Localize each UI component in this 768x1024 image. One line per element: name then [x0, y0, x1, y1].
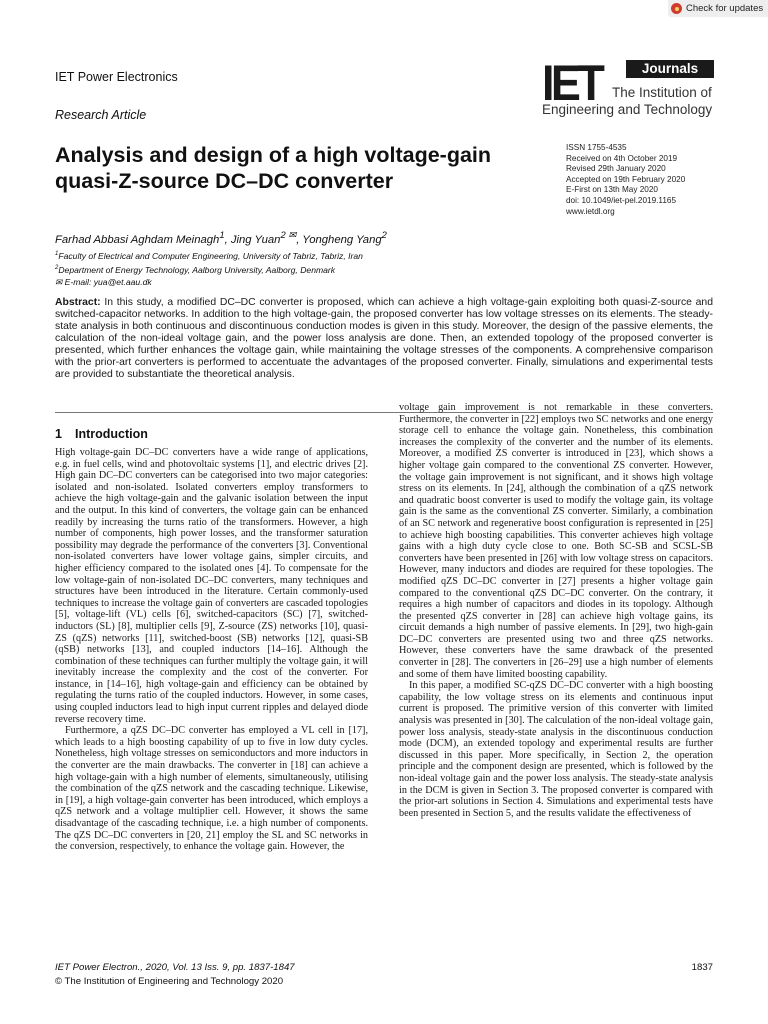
institution-line-1: The Institution of	[612, 85, 712, 100]
footer-copyright: © The Institution of Engineering and Technology 2020	[55, 976, 284, 987]
paragraph: Furthermore, a qZS DC–DC converter has employed a VL cell in [17], which leads to a high boosting capability of up to five in low duty cycles. Nonetheless, high voltage stresses on semiconductors and more inductors in the converter are the main drawbacks. The converter in [18] can achieve a high voltage-gain with a high number of elements, simultaneously, utilising the combination of the qZS network and the cascading technique. Likewise, in [19], a high voltage-gain converter has been introduced, which employs a qZS network and a voltage multiplier cell. However, it shows the same disadvantage of the cascading technique, i.e. a high number of components. The qZS DC–DC converters in [20, 21] employ the SL and SC networks in the conversion, respectively, to enhance the voltage gain. However, the	[55, 725, 368, 853]
check-for-updates-badge[interactable]	[668, 0, 768, 17]
doi-link[interactable]: doi: 10.1049/iet-pel.2019.1165	[566, 195, 677, 205]
abstract-text: In this study, a modified DC–DC converter is proposed, which can achieve a high voltage-gain exploiting both quasi-Z-source and switched-capacitor networks. In addition to the high voltage-gain, the proposed converter has low voltage stresses on its elements. The steady-state analysis in both continuous and discontinuous conduction modes is given in this study. Moreover, the design of the passive elements, the calculation of the non-ideal voltage gain, and the power loss analysis are done. Then, an extended topology of the proposed converter is presented, which further enhances the voltage gain, while maintaining the voltage stresses of the components. A comprehensive comparison with the prior-art converters is performed to accentuate the advantages of the proposed converter. Finally, simulations and experimental tests are provided to substantiate the theoretical analysis.	[55, 297, 713, 380]
envelope-icon: ✉	[55, 276, 63, 287]
author-list: Farhad Abbasi Aghdam Meinagh$^1$, Jing Yuan$^{2 ✉}$, Yongheng Yang$^2$	[55, 229, 387, 246]
affiliation-1	[55, 248, 363, 262]
contact-email[interactable]	[55, 276, 363, 288]
footer-citation	[55, 962, 295, 973]
author-affil-mark: 1	[219, 229, 225, 240]
author-affil-mark: 2	[381, 229, 387, 240]
paragraph: High voltage-gain DC–DC converters have a wide range of applications, e.g. in fuel cells, wind and photovoltaic systems [1], and electric drives [2]. High gain DC–DC converters can be categorised into two major categories: isolated and non-isolated. Isolated converters employ transformers to achieve the high voltage-gain and the galvanic isolation between the input and the output. In this kind of converters, the voltage gain can be enhanced readily by increasing the turns ratio of the transformers. However, a high number of components, high power losses, and the transformer saturation possibility may degrade the performance of the converters [3]. Conventional non-isolated converters have lower voltage gains, simpler circuits, and higher efficiency compared to the isolated ones [4]. To compensate for the low voltage-gain of non-isolated DC–DC converters, many techniques and structures have been introduced in the literature. Certain commonly-used techniques to increase the voltage gain of converters are cascaded topologies [5], voltage-lift (VL) cells [6], switched-capacitors (SC) [7], switched-inductors (SL) [8], multiplier cells [9], Z-source (ZS) networks [10], quasi-ZS (qZS) networks [11], switched-boost (SB) networks [12], quasi-SB (qSB) networks [13], and coupled inductors [14–16]. Although the combination of these techniques can further multiply the voltage gain, it will inevitably increase the complexity and the cost of the converter. For instance, in [14–16], high voltage-gain and efficiency can be obtained by regulating the turns ratio of the coupled inductors. However, in some cases, using coupled inductors lead to high input current ripples and delayed diode reverse recovery time.	[55, 447, 368, 725]
email-text: E-mail: yua@et.aau.dk	[64, 276, 152, 287]
author-name: Farhad Abbasi Aghdam Meinagh	[55, 233, 220, 246]
affiliation-2	[55, 262, 363, 276]
author-name: Yongheng Yang	[302, 233, 382, 246]
affil-mark: 2	[55, 264, 59, 271]
accepted-date: Accepted on 19th February 2020	[566, 174, 686, 184]
section-title: Introduction	[75, 427, 148, 441]
issn: ISSN 1755-4535	[566, 143, 627, 152]
ietdl-link[interactable]: www.ietdl.org	[566, 206, 615, 216]
author-name: Jing Yuan	[230, 233, 281, 246]
received-date: Received on 4th October 2019	[566, 153, 678, 163]
body-column-right	[399, 402, 713, 819]
section-heading	[55, 427, 148, 441]
abstract	[55, 297, 713, 381]
journal-name: IET Power Electronics	[55, 70, 178, 84]
check-for-updates-label: Check for updates	[686, 3, 764, 14]
abstract-label: Abstract:	[55, 297, 101, 308]
efirst-date: E-First on 13th May 2020	[566, 185, 658, 195]
affil-text: Faculty of Electrical and Computer Engineering, University of Tabriz, Tabriz, Iran	[58, 250, 363, 261]
publication-info	[566, 143, 736, 217]
revised-date: Revised 29th January 2020	[566, 164, 666, 174]
paragraph: voltage gain improvement is not remarkable in these converters. Furthermore, the converter in [22] employs two SC networks and one energy storage cell to enhance the voltage gain. Nonetheless, this combination increases the complexity of the converter and the number of its elements. Moreover, a modified ZS converter is introduced in [23], which shows a higher voltage gain compared to the conventional ZS converter. However, the voltage gain improvement is not significant, and it shows high voltage stress on its elements. In [24], although the combination of a qZS network and quadratic boost converter is used to modify the voltage gain, its voltage gain is the same as the conventional ZS converter. Similarly, a combination of an SC network and regenerative boost configuration is represented in [25] to achieve high boosting capabilities. This converter achieves high voltage gains with a high duty cycle close to one. Both SC-SB and SCSL-SB converters have been presented in [26] with low voltage stress on capacitors. However, many inductors and diodes are required for these topologies. The modified qZS DC–DC converter in [27] presents a higher voltage gain compared to the conventional qZS DC–DC converter. On the contrary, it requires a high number of capacitors and diodes in its topology. Although the presented qZS converter in [28] can achieve high voltage gains, its circuit demands a high number of passive elements. In [29], two high-gain DC–DC converters are presented using two and three qZS networks. However, these converters have the same drawback of the presented converter in [28]. The converters in [26–29] use a high number of elements and some of them have limited boosting capability.	[399, 402, 713, 680]
section-number: 1	[55, 427, 62, 441]
affil-mark: 1	[55, 251, 59, 257]
body-column-left	[55, 447, 368, 853]
paragraph: In this paper, a modified SC-qZS DC–DC converter with a high boosting capability, the low voltage stress on its elements and continuous input current is proposed. The primitive version of this converter with limited analysis was presented in [30]. The calculation of the non-ideal voltage gain, power loss analysis, steady-state analysis in the discontinuous conduction mode (DCM), an extended topology and experimental results are further discussed in this paper. More specifically, in Section 2, the operation principle and the component design are presented, which is followed by the non-ideal voltage gain and the power loss analysis. The steady-state analysis in the DCM is given in Section 3. The proposed converter is compared with the prior-art solutions in Section 4. Simulations and experimental tests have been presented in Section 5, and the results validate the effectiveness of	[399, 680, 713, 819]
crossmark-icon	[671, 3, 682, 14]
page-number: 1837	[691, 962, 713, 973]
affil-text: Department of Energy Technology, Aalborg University, Aalborg, Denmark	[58, 264, 336, 275]
author-affil-mark: 2 ✉	[280, 229, 297, 240]
iet-logo	[542, 55, 718, 122]
journals-badge: Journals	[626, 60, 714, 78]
article-type: Research Article	[55, 108, 147, 122]
citation-text: IET Power Electron., 2020, Vol. 13 Iss. 9, pp. 1837-1847	[55, 962, 295, 973]
article-title: Analysis and design of a high voltage-gain quasi-Z-source DC–DC converter	[55, 143, 492, 193]
affiliations	[55, 248, 363, 288]
institution-line-2: Engineering and Technology	[542, 102, 713, 117]
iet-letters: IET	[542, 55, 602, 111]
